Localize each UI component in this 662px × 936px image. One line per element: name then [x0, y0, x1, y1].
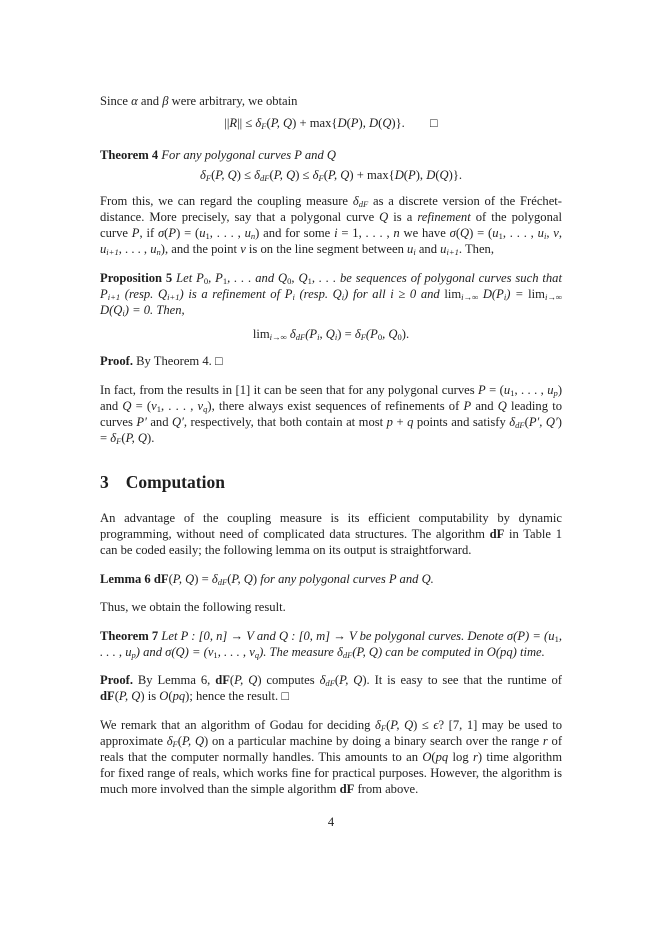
paragraph-since-arbitrary: Since α and β were arbitrary, we obtain	[100, 94, 298, 108]
equation-limit: limi→∞ δdF(Pi, Qi) = δF(P0, Q0).	[252, 327, 410, 342]
paragraph-thus: Thus, we obtain the following result.	[100, 600, 286, 614]
theorem-7: Theorem 7 Let P : [0, n] → V and Q : [0, m] → V be polygonal curves. Denote σ(P) = (u1, . . . , up) and σ(Q) = (v1, . . . , vq). The measure δdF(P, Q) can be computed in O(pq) time.	[100, 629, 562, 660]
paragraph-remark: We remark that an algorithm of Godau for deciding δF(P, Q) ≤ ϵ? [7, 1] may be used to approximate δF(P, Q) on a particular machine by doing a binary search over the range r of reals that the computer normally handles. This amounts to an O(pq log r) time algorithm for fixed range of reals, which works fine for practical purposes. However, the algorithm is much more involved than the simple algorithm dF from above.	[100, 718, 563, 796]
proposition-5: Proposition 5 Let P0, P1, . . . and Q0, Q1, . . . be sequences of polygonal curves such that Pi+1 (resp. Qi+1) is a refinement of Pi (resp. Qi) for all i ≥ 0 and limi→∞ D(Pi) = limi→∞ D(Qi) = 0. Then,	[100, 271, 562, 318]
proof-theorem-7: Proof. By Lemma 6, dF(P, Q) computes δdF(P, Q). It is easy to see that the runtime of dF(P, Q) is O(pq); hence the result. □	[100, 673, 563, 703]
lemma-6: Lemma 6 dF(P, Q) = δdF(P, Q) for any polygonal curves P and Q.	[100, 572, 434, 587]
section-title: Computation	[125, 472, 225, 492]
proof-proposition-5: Proof. By Theorem 4. □	[100, 354, 223, 368]
paragraph-advantage: An advantage of the coupling measure is its efficient computability by dynamic programming, without need of complicated data structures. The algorithm dF in Table 1 can be coded easily; the following lemma on its output is straightforward.	[100, 511, 562, 557]
section-heading	[100, 471, 562, 493]
section-number: 3	[100, 472, 109, 492]
equation-r-bound: ||R|| ≤ δF(P, Q) + max{D(P), D(Q)}. □	[224, 116, 438, 131]
page-number: 4	[327, 815, 335, 829]
paragraph-refinement: From this, we can regard the coupling measure δdF as a discrete version of the Fréchet-distance. More precisely, say that a polygonal curve Q is a refinement of the polygonal curve P, if σ(P) = (u1, . . . , un) and for some i = 1, . . . , n we have σ(Q) = (u1, . . . , ui, v, ui+1, . . . , un), and the point v is on the line segment between ui and ui+1. Then,	[100, 194, 563, 257]
paragraph-in-fact: In fact, from the results in [1] it can be seen that for any polygonal curves P = (u1, . . . , up) and Q = (v1, . . . , vq), there always exist sequences of refinements of P and Q leading to curves P′ and Q′, respectively, that both contain at most p + q points and satisfy δdF(P′, Q′) = δF(P, Q).	[100, 383, 563, 446]
theorem-4: Theorem 4 For any polygonal curves P and Q	[100, 148, 336, 162]
equation-coupling-sandwich: δF(P, Q) ≤ δdF(P, Q) ≤ δF(P, Q) + max{D(P), D(Q)}.	[199, 168, 463, 183]
